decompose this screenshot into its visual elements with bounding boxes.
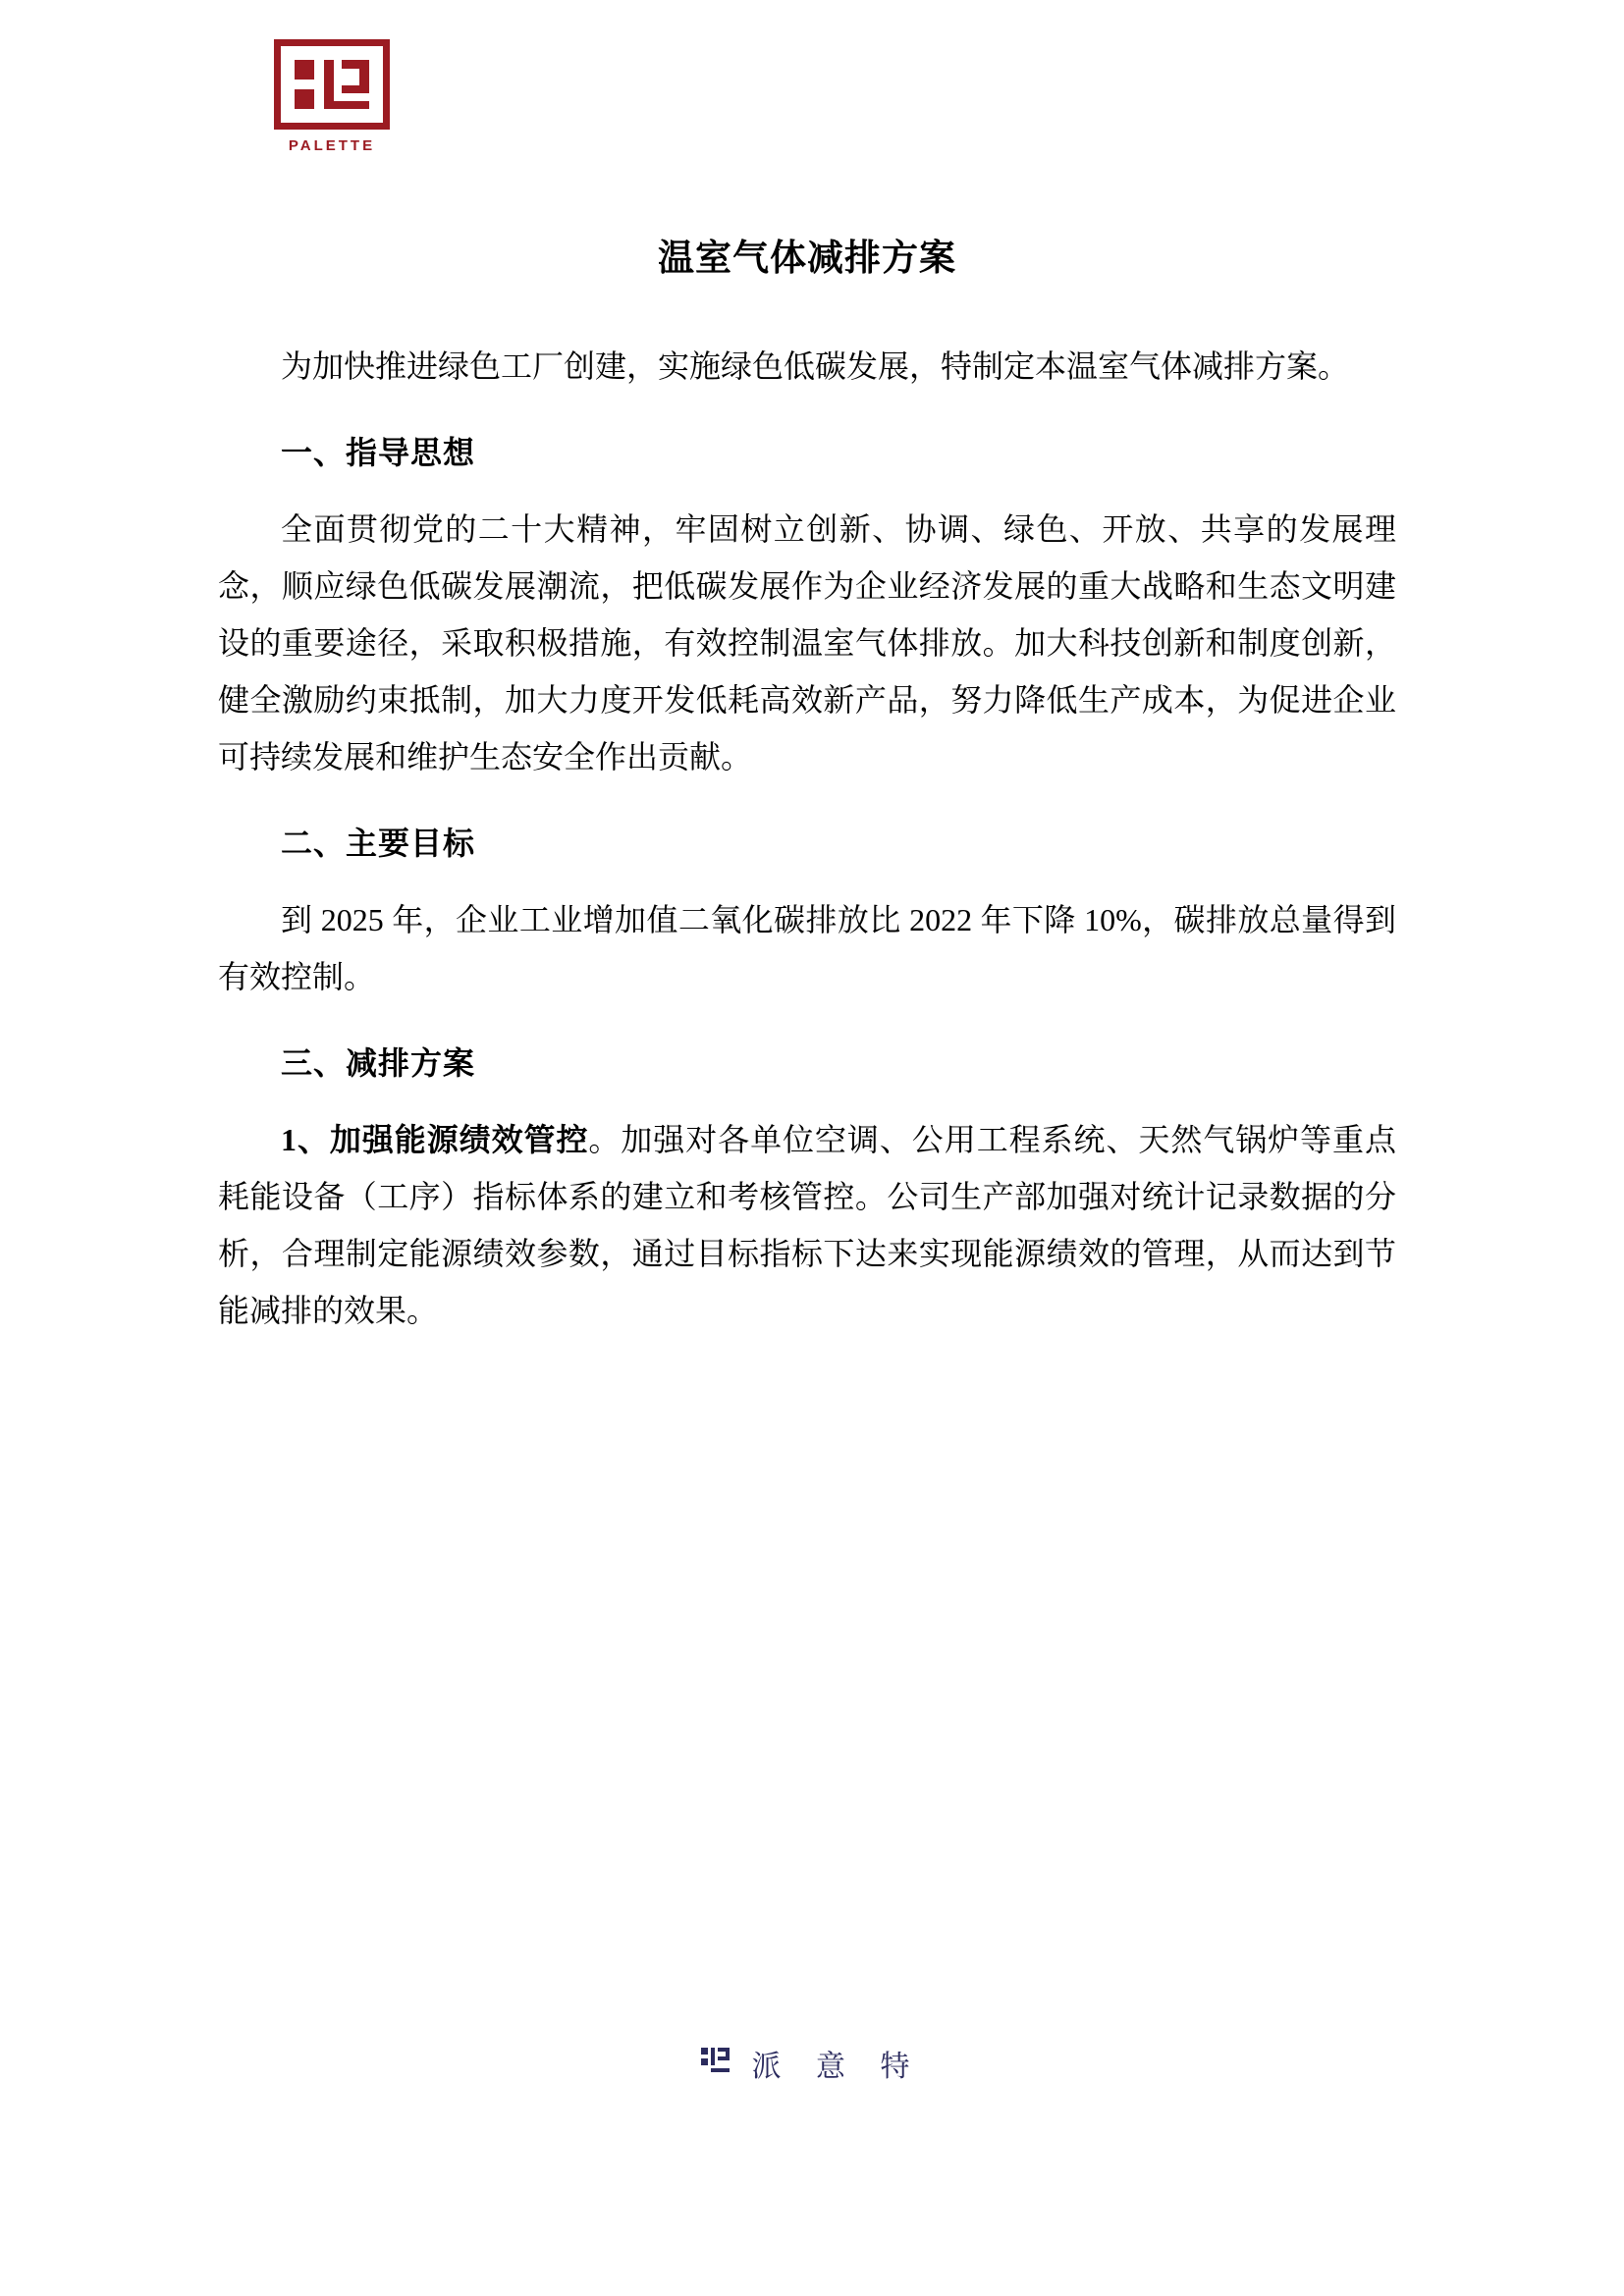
palette-seal-logo-icon [274, 39, 390, 130]
footer-brand-text: 派 意 特 [751, 2051, 924, 2083]
section-3-item-1-text: 。加强对各单位空调、公用工程系统、天然气锅炉等重点耗能设备（工序）指标体系的建立和考核管控。公司生产部加强对统计记录数据的分析，合理制定能源绩效参数，通过目标指标下达来实现能源绩效的管理，从而达到节能减排的效果。 [218, 1122, 1396, 1328]
section-heading-1: 一、指导思想 [281, 435, 476, 470]
palette-seal-footer-icon [701, 2044, 734, 2083]
section-1-paragraph: 全面贯彻党的二十大精神，牢固树立创新、协调、绿色、开放、共享的发展理念，顺应绿色低碳发展潮流，把低碳发展作为企业经济发展的重大战略和生态文明建设的重要途径，采取积极措施，有效控制温室气体排放。加大科技创新和制度创新，健全激励约束抵制，加大力度开发低耗高效新产品，努力降低生产成本，为促进企业可持续发展和维护生态安全作出贡献。 [218, 511, 1396, 774]
section-3-item-1-paragraph [218, 1111, 1396, 1339]
page-footer [0, 2042, 1624, 2088]
section-2-paragraph: 到 2025 年，企业工业增加值二氧化碳排放比 2022 年下降 10%，碳排放总量得到有效控制。 [218, 902, 1396, 994]
header-logo [253, 39, 410, 167]
page-title: 温室气体减排方案 [658, 239, 956, 279]
section-heading-2: 二、主要目标 [281, 826, 476, 861]
section-heading-3: 三、减排方案 [281, 1045, 476, 1081]
intro-paragraph: 为加快推进绿色工厂创建，实施绿色低碳发展，特制定本温室气体减排方案。 [281, 348, 1350, 384]
document-body [218, 228, 1396, 1364]
section-3-item-1-lead: 1、加强能源绩效管控 [281, 1122, 589, 1157]
logo-wordmark: PALETTE [288, 137, 376, 154]
